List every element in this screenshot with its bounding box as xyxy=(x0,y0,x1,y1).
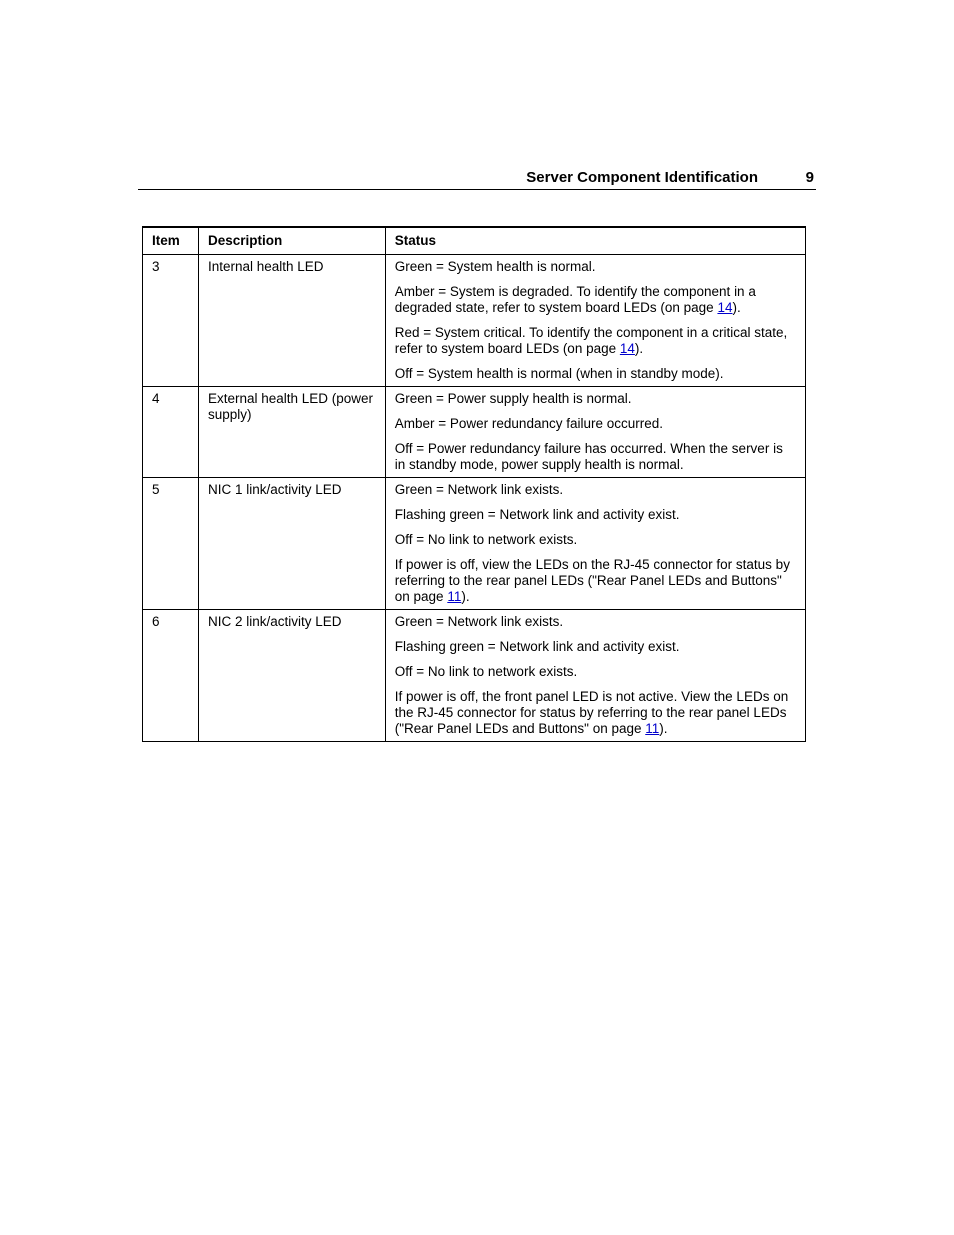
status-line xyxy=(395,284,796,316)
item-cell: 3 xyxy=(143,255,199,387)
status-text-suffix: ). xyxy=(634,341,644,356)
status-line xyxy=(395,482,796,498)
status-text: Off = Power redundancy failure has occurred. When the server is in standby mode, power supply health is normal. xyxy=(394,441,783,472)
status-text-suffix: ). xyxy=(732,300,741,315)
page-reference-link[interactable]: 11 xyxy=(447,589,462,604)
item-cell: 6 xyxy=(143,610,199,742)
status-text-suffix: ). xyxy=(659,721,668,736)
page-header xyxy=(138,168,816,190)
status-line xyxy=(395,391,796,407)
status-line xyxy=(395,259,796,275)
status-text: Green = Network link exists. xyxy=(394,482,564,497)
status-line xyxy=(395,507,796,523)
status-line xyxy=(395,325,796,357)
description-cell: External health LED (power supply) xyxy=(198,387,385,478)
status-text: Off = No link to network exists. xyxy=(394,532,578,547)
description-cell: Internal health LED xyxy=(198,255,385,387)
status-text: Amber = Power redundancy failure occurred. xyxy=(394,416,664,431)
status-line xyxy=(395,532,796,548)
status-line xyxy=(395,639,796,655)
section-title: Server Component Identification xyxy=(526,169,758,186)
column-header-description: Description xyxy=(198,227,385,255)
status-text: Green = Power supply health is normal. xyxy=(394,391,632,406)
page-reference-link[interactable]: 14 xyxy=(619,341,635,356)
status-line xyxy=(395,441,796,473)
table-row xyxy=(143,387,806,478)
status-text-suffix: ). xyxy=(461,589,470,604)
status-line xyxy=(395,557,796,605)
led-status-table xyxy=(142,226,806,742)
status-text: Red = System critical. To identify the component in a critical state, refer to system board LEDs (on page xyxy=(394,325,788,356)
status-text: Green = Network link exists. xyxy=(394,614,564,629)
status-text: If power is off, view the LEDs on the RJ-45 connector for status by referring to the rear panel LEDs ("Rear Panel LEDs and Buttons" on page xyxy=(394,557,790,604)
column-header-status: Status xyxy=(385,227,805,255)
status-line xyxy=(395,366,796,382)
status-cell xyxy=(385,610,805,742)
status-cell xyxy=(385,255,805,387)
status-line xyxy=(395,689,796,737)
page-reference-link[interactable]: 14 xyxy=(717,300,733,315)
page-reference-link[interactable]: 11 xyxy=(645,721,660,736)
status-text: Amber = System is degraded. To identify the component in a degraded state, refer to system board LEDs (on page xyxy=(394,284,756,315)
status-text: If power is off, the front panel LED is not active. View the LEDs on the RJ-45 connector for status by referring to the rear panel LEDs ("Rear Panel LEDs and Buttons" on page xyxy=(394,689,789,736)
description-cell: NIC 2 link/activity LED xyxy=(198,610,385,742)
table-body xyxy=(143,255,806,742)
table-row xyxy=(143,610,806,742)
column-header-item: Item xyxy=(143,227,199,255)
status-text: Off = No link to network exists. xyxy=(394,664,578,679)
item-cell: 4 xyxy=(143,387,199,478)
page-number: 9 xyxy=(805,169,814,186)
status-line xyxy=(395,614,796,630)
status-cell xyxy=(385,478,805,610)
item-cell: 5 xyxy=(143,478,199,610)
status-cell xyxy=(385,387,805,478)
status-line xyxy=(395,664,796,680)
table-row xyxy=(143,478,806,610)
status-text: Flashing green = Network link and activity exist. xyxy=(394,639,680,654)
description-cell: NIC 1 link/activity LED xyxy=(198,478,385,610)
status-text: Off = System health is normal (when in standby mode). xyxy=(394,366,724,381)
table-header-row xyxy=(143,227,806,255)
table-row xyxy=(143,255,806,387)
status-text: Green = System health is normal. xyxy=(394,259,596,274)
status-line xyxy=(395,416,796,432)
status-text: Flashing green = Network link and activity exist. xyxy=(394,507,680,522)
